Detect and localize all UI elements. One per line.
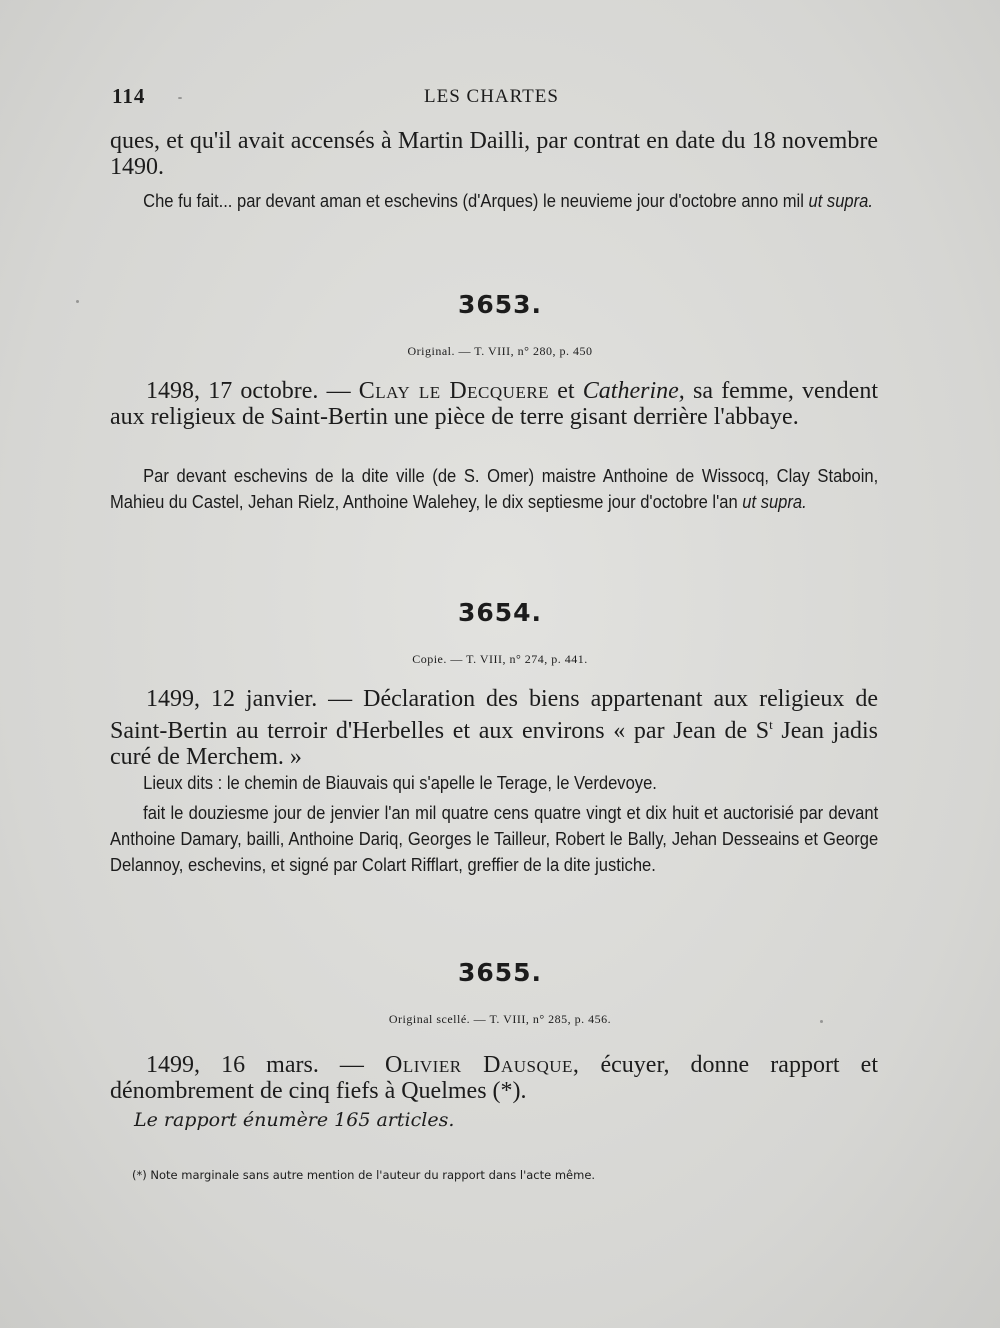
footnote: (*) Note marginale sans autre mention de l'auteur du rapport dans l'acte même. [132, 1168, 596, 1182]
summary-text: sa femme, vendent aux religieux de Saint-Bertin une pièce de terre gisant derrière l'abbaye. [110, 378, 878, 430]
person-name-italic: Catherine, [582, 378, 685, 404]
charter-summary-3653 [110, 378, 878, 430]
page-number: 114 [112, 84, 146, 108]
charter-summary-3655 [110, 1052, 878, 1104]
continuation-excerpt [110, 188, 878, 214]
ink-speck [178, 97, 182, 99]
charter-date: 1499, 12 janvier. — [146, 686, 364, 712]
charter-summary-3654 [110, 686, 878, 770]
summary-text-end: Jean jadis curé de Merchem. » [110, 718, 878, 770]
person-name: Clay le Decquere [358, 378, 550, 404]
charter-excerpt-3653 [110, 463, 878, 515]
excerpt-text: Che fu fait... par devant aman et eschevins (d'Arques) le neuvieme jour d'octobre anno mil [143, 191, 809, 211]
superscript: t [769, 717, 773, 732]
charter-source-3655: Original scellé. — T. VIII, n° 285, p. 456. [388, 1012, 612, 1026]
charter-excerpt-3654-b: fait le douziesme jour de jenvier l'an mil quatre cens quatre vingt et dix huit et auctorisié par devant Anthoine Damary, bailli, Anthoine Dariq, Georges le Tailleur, Robert le Bally, Jehan Desseains et George Delannoy, eschevins, et signé par Colart Rifflart, greffier de la dite justiche. [110, 803, 879, 875]
excerpt-italic: ut supra. [808, 191, 873, 211]
running-title: LES CHARTES [424, 86, 559, 107]
charter-date: 1499, 16 mars. — [146, 1052, 385, 1078]
summary-text: écuyer, donne rapport et dénombrement de cinq fiefs à Quelmes (*). [110, 1052, 879, 1104]
charter-source-3654: Copie. — T. VIII, n° 274, p. 441. [412, 652, 588, 666]
ink-speck [76, 300, 79, 303]
excerpt-italic: ut supra. [742, 492, 807, 512]
continuation-paragraph: ques, et qu'il avait accensés à Martin Dailli, par contrat en date du 18 novembre 1490. [110, 128, 878, 180]
charter-number-3654: 3654. [457, 598, 543, 627]
charter-date: 1498, 17 octobre. — [146, 378, 359, 404]
charter-excerpt-3654-a: Lieux dits : le chemin de Biauvais qui s'apelle le Terage, le Verdevoye. [143, 773, 657, 793]
person-name: Olivier Dausque, [385, 1052, 580, 1078]
summary-text: Déclaration des biens appartenant aux religieux de Saint-Bertin au terroir d'Herbelles et aux environs « par Jean de S [110, 686, 879, 744]
conjunction: et [549, 378, 583, 404]
charter-number-3655: 3655. [457, 958, 543, 987]
charter-number-3653: 3653. [457, 290, 543, 319]
ink-speck [820, 1020, 823, 1023]
charter-source-3653: Original. — T. VIII, n° 280, p. 450 [407, 344, 593, 358]
charter-note-3655: Le rapport énumère 165 articles. [134, 1109, 455, 1131]
excerpt-text: Par devant eschevins de la dite ville (de S. Omer) maistre Anthoine de Wissocq, Clay Staboin, Mahieu du Castel, Jehan Rielz, Anthoine Walehey, le dix septiesme jour d'octobre l'an [110, 466, 879, 512]
